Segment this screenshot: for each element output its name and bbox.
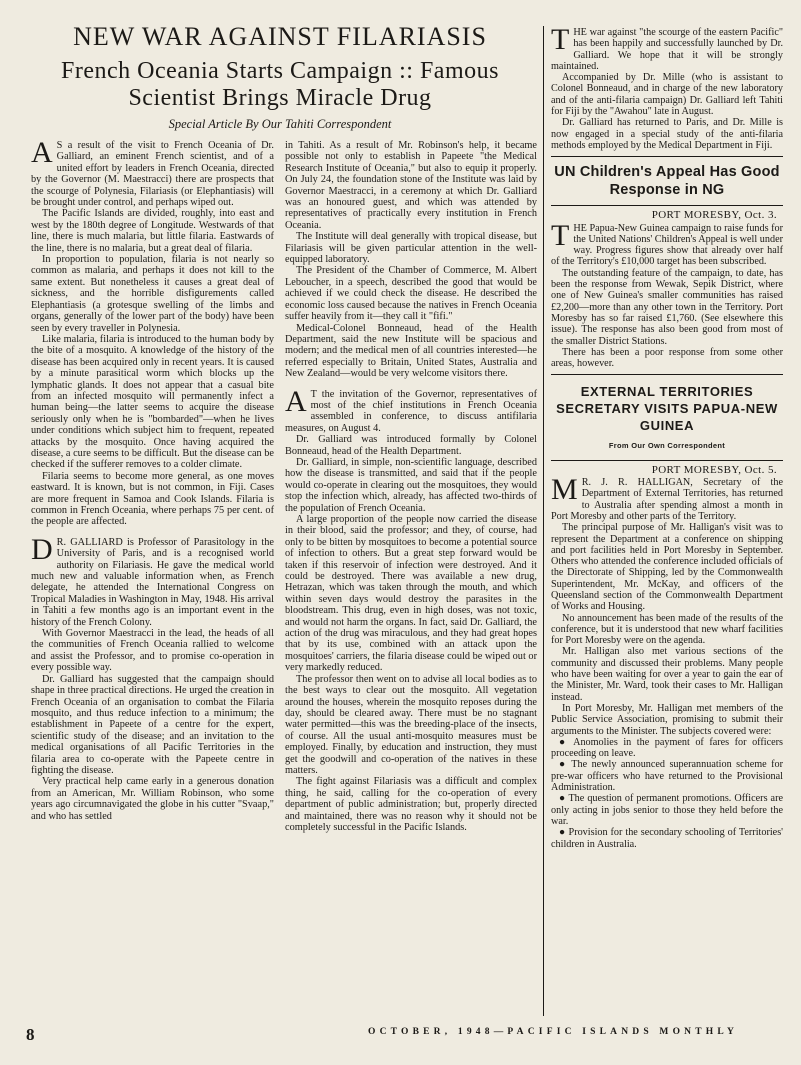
- dateline: PORT MORESBY, Oct. 3.: [651, 209, 777, 222]
- article-column-3: [551, 23, 783, 850]
- article-column-1: [31, 136, 274, 822]
- paragraph: The President of the Chamber of Commerce, M. Albert Leboucher, in a speech, described the good that would be achieved if we could check the disease. He described the economic loss caused because the natives in French Oceania suffer heavily from it—they call it "fifi.": [285, 265, 537, 323]
- byline: Special Article By Our Tahiti Correspondent: [168, 117, 392, 131]
- drop-cap: D: [31, 532, 53, 566]
- bullet-item: ● The question of permanent promotions. Officers are only acting in jobs senior to those they held before the war.: [551, 793, 783, 827]
- subheadline: [30, 58, 530, 112]
- subheadline-line-1: French Oceania Starts Campaign :: Famous: [61, 58, 499, 84]
- paragraph: D R. GALLIARD is Professor of Parasitology in the University of Paris, and is a recognised world authority on Filariasis. He gave the medical world much new and valuable information when, as French delegate, he attended the International Congress on Tropical Maladies in Washington in May, 1948. His arrival in Tahiti a few months ago is an important event in the history of the French Colony.: [31, 532, 274, 628]
- bullet-item: ● Anomolies in the payment of fares for officers proceeding on leave.: [551, 736, 783, 760]
- column-rule: [543, 26, 544, 1016]
- paragraph: in Tahiti. As a result of Mr. Robinson's help, it became possible not only to establish in Papeete "the Medical Research Institute of Oceania," but also to equip it properly. On July 24, the foundation stone of the Institute was laid by Governor Maestracci, in a ceremony at which Dr. Galliard was an honoured guest, and which was attended by representatives of practically every institution in French Oceania.: [285, 140, 537, 231]
- paragraph: THE Papua-New Guinea campaign to raise funds for the United Nations' Children's Appeal is well under way. Progress figures show that already over half of the Territory's £10,000 target has been subscribed.: [551, 218, 783, 268]
- paragraph: A T the invitation of the Governor, representatives of most of the chief institutions in French Oceania assembled in conference, to discuss antifilaria measures, on August 4.: [285, 384, 537, 434]
- paragraph: The Institute will deal generally with tropical disease, but Filariasis will be given particular attention in the well-equipped laboratory.: [285, 231, 537, 266]
- external-territories-headline-box: [551, 374, 783, 460]
- paragraph: THE war against "the scourge of the eastern Pacific" has been happily and successfully launched by Dr. Galliard. We hope that it will be strongly maintained.: [551, 23, 783, 72]
- paragraph: Dr. Galliard has returned to Paris, and Dr. Mille is now engaged in a special study of the anti-filaria methods employed by the Medical Department in Fiji.: [551, 117, 783, 151]
- paragraph: The fight against Filariasis was a difficult and complex thing, he said, calling for the co-operation of every department of public administration; but, properly directed and maintained, there was no reason why it should not be completely successful in the Pacific Islands.: [285, 776, 537, 833]
- paragraph: Medical-Colonel Bonneaud, head of the Health Department, said the new Institute will be spacious and modern; and the medical men of all countries interested—he referred especially to Britain, United States, Australia and New Zealand—would be very welcome visitors there.: [285, 322, 537, 380]
- paragraph: Dr. Galliard, in simple, non-scientific language, described how the disease is transmitted, and said that if the people would co-operate in clearing out the mosquitoes, they would stop the infection which, already, has affected two-thirds of the population of French Oceania.: [285, 456, 537, 514]
- dateline: PORT MORESBY, Oct. 5.: [651, 463, 777, 476]
- bullet-item: ● The newly announced superannuation scheme for pre-war officers who have returned to the Provisional Administration.: [551, 759, 783, 794]
- paragraph: Accompanied by Dr. Mille (who is assistant to Colonel Bonneaud, and in charge of the new laboratory and of the anti-filaria campaign) Dr. Galliard left Tahiti for Fiji by the "Awahou" late in August.: [551, 72, 783, 118]
- paragraph: Dr. Galliard has suggested that the campaign should shape in three practical directions. He urged the creation in French Oceania of an organisation to combat the Filaria mosquito, and thus reduce infection to a minimum; the establishment in Papeete of a centre for the expert, scientific study of the disease; and an invitation to the medical organisations of all Pacific Territories in the filaria area to co-operate with the Papeete centre in fighting the disease.: [31, 673, 274, 776]
- paragraph: The principal purpose of Mr. Halligan's visit was to represent the Department at a conference on shipping and port facilities held in Port Moresby in September. Others who attended the conference included officials of the Directorate of Shipping, led by the Commonwealth Superintendent, Mr. McKay, and officers of the Queensland section of the Commonwealth Department of Works and Housing.: [551, 522, 783, 613]
- paragraph: The Pacific Islands are divided, roughly, into east and west by the 180th degree of Longitude. Westwards of that line, there is much malaria, but little filaria. Eastwards of the line, there is no malaria, but a great deal of filaria.: [31, 208, 274, 254]
- un-appeal-headline-box: [551, 156, 783, 206]
- paragraph: Filaria seems to become more general, as one moves eastward. It is known, but is not common, in Fiji. Cases are more frequent in Samoa and Cook Islands. Filaria is common in French Oceania, where perhaps 75 per cent. of the people are affected.: [31, 470, 274, 528]
- paragraph: The professor then went on to advise all local bodies as to the best ways to clear out the mosquito. All vegetation around the houses, wherein the mosquito reposes during the day, should be cleared away. There must be no stagnant water permitted—this was the breeding-place of the insects, of course. All the usual anti-mosquito measures must be employed. Finally, by education and instruction, they must get the goodwill and co-operation of the natives in these matters.: [285, 673, 537, 776]
- subheadline-line-2: Scientist Brings Miracle Drug: [128, 85, 432, 111]
- paragraph: Dr. Galliard was introduced formally by Colonel Bonneaud, head of the Health Department.: [285, 434, 537, 457]
- running-footer: OCTOBER, 1948—PACIFIC ISLANDS MONTHLY: [368, 1027, 739, 1037]
- external-territories-headline: EXTERNAL TERRITORIES SECRETARY VISITS PAPUA-NEW GUINEA: [556, 384, 778, 434]
- drop-cap: M: [551, 473, 578, 507]
- drop-cap: A: [285, 384, 307, 418]
- headline: NEW WAR AGAINST FILARIASIS: [73, 22, 487, 51]
- paragraph: No announcement has been made of the results of the conference, but it is understood that new wharf facilities for Port Moresby were on the agenda.: [551, 612, 783, 647]
- paragraph: There has been a poor response from some other areas, however.: [551, 346, 783, 370]
- paragraph: Very practical help came early in a generous donation from an American, Mr. William Robinson, who some years ago circumnavigated the globe in his cutter "Svaap," and who has settled: [31, 776, 274, 822]
- paragraph: In proportion to population, filaria is not nearly so common as malaria, and perhaps it does not kill to the same extent. But nonetheless it causes a great deal of sickness, and the horrible disfigurements called Elephantiasis (a grotesque swelling of the limbs and organs, generally of the lower part of the body) have been seen by every traveller in Polynesia.: [31, 254, 274, 334]
- drop-cap: A: [31, 136, 53, 169]
- paragraph: In Port Moresby, Mr. Halligan met members of the Public Service Association, promising to submit their arguments to the Minister. The subjects covered were:: [551, 702, 783, 737]
- drop-cap: T: [551, 218, 570, 252]
- un-appeal-headline: UN Children's Appeal Has Good Response in NG: [554, 164, 780, 199]
- page-number: 8: [26, 1025, 35, 1044]
- bullet-item: ● Provision for the secondary schooling of Territories' children in Australia.: [551, 827, 783, 850]
- article-column-2: [285, 140, 537, 833]
- paragraph: Like malaria, filaria is introduced to the human body by the bite of a mosquito. A knowledge of the history of the disease has been acquired only in recent years. It is caused by a minute parasitical worm which blocks up the lymphatic glands. It does not appear that a casual bite from an infected mosquito will permanently infect a human being—the latter seems to acquire the disease seriously only when he is "bombarded"—when he lives under conditions which subject him to frequent, repeated attacks by the mosquito. Once having acquired the disease, a cure seems to be difficult. But the disease can be checked if the sufferer removes to a colder climate.: [31, 333, 274, 471]
- correspondent-line: From Our Own Correspondent: [608, 441, 726, 451]
- drop-cap: T: [551, 23, 570, 56]
- paragraph: The outstanding feature of the campaign, to date, has been the response from Wewak, Sepik District, where one of New Guinea's smaller communities has raised £2,200—more than any other town in the Territory. Port Moresby has so far raised £1,760. (See elsewhere this issue). The response has also been good from most of the smaller District Stations.: [551, 267, 783, 347]
- paragraph: Mr. Halligan also met various sections of the community and discussed their problems. Many people who have been waiting for over a year to gain the ear of the Minister, Mr. Ward, took their cases to Mr. Halligan instead.: [551, 646, 783, 703]
- paragraph: A S a result of the visit to French Oceania of Dr. Galliard, an eminent French scientist, and of a united effort by leaders in French Oceania, directed by the Governor (M. Maestracci) there are prospects that the scourge of Polynesia, Filariasis (or Elephantiasis) will be brought under control, and perhaps wiped out.: [31, 136, 274, 209]
- paragraph: A large proportion of the people now carried the disease in their blood, said the professor; and they, of course, had only to be bitten by mosquitoes to become a potential source of infection to others. But a great step forward would be taken if this reservoir of infection were destroyed. And it could be destroyed. There was available a new drug, Hetrazan, which was taken through the mouth, and which within seven days would destroy the parasites in the bloodstream. This drug, even in high doses, was not toxic, and would not harm the organs. In fact, said Dr. Galliard, the action of the drug was miraculous, and they had great hopes that by its use, combined with an attack upon the mosquitoes' carriers, the filaria disease could be wiped out or very markedly reduced.: [285, 514, 537, 674]
- paragraph: With Governor Maestracci in the lead, the heads of all the communities of French Oceania rallied to welcome and assist the Professor, and to promise co-operation in every possible way.: [31, 628, 274, 674]
- paragraph: M R. J. R. HALLIGAN, Secretary of the Department of External Territories, has returned to Australia after spending almost a month in Port Moresby and other parts of the Territory.: [551, 473, 783, 522]
